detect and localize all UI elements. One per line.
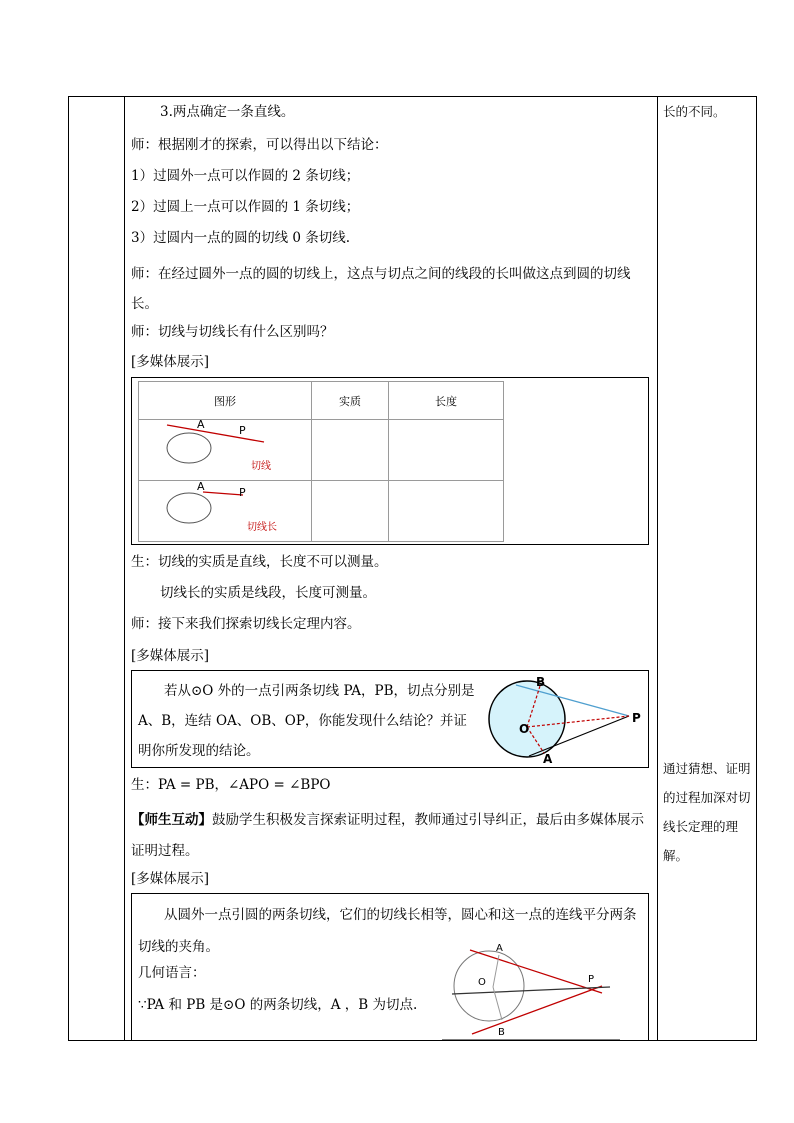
- figure-tangent-length: [139, 481, 312, 542]
- interaction-tag: 【师生互动】: [131, 812, 212, 828]
- figure-label-o: O: [519, 722, 530, 736]
- text-line-4: 2）过圆上一点可以作圆的 1 条切线；: [131, 199, 360, 215]
- text-line-3: 1）过圆外一点可以作圆的 2 条切线；: [131, 168, 360, 184]
- question-text: 若从⊙O 外的一点引两条切线 PA，PB，切点分别是 A、B，连结 OA、OB、OP，你能发现什么结论？并证明你所发现的结论。: [138, 683, 475, 759]
- multimedia-label-2: [多媒体展示]: [131, 648, 210, 664]
- cell-empty-1: [312, 420, 389, 481]
- tangent-diagram: [139, 420, 311, 481]
- figure-label-a: A: [543, 752, 553, 766]
- side-note-1: 长的不同。: [663, 104, 726, 119]
- text-line-8: 生：切线的实质是直线，长度不可以测量。: [131, 554, 388, 570]
- tangent-pb: [472, 986, 602, 1034]
- tangent-theorem-figure: [484, 671, 644, 767]
- tangent-pa: [470, 950, 602, 993]
- caption-tangent: 切线: [251, 461, 271, 472]
- figure-label-o: O: [478, 977, 486, 988]
- theorem-figure: [442, 941, 620, 1041]
- line-op: [452, 987, 610, 994]
- text-line-2: 师：根据刚才的探索，可以得出以下结论：: [131, 137, 388, 153]
- point-a-label: A: [197, 418, 205, 431]
- proof-given: ∵PA 和 PB 是⊙O 的两条切线，A ，B 为切点.: [138, 997, 418, 1013]
- tangent-segment: [203, 492, 243, 495]
- text-line-7: 师：切线与切线长有什么区别吗？: [131, 324, 334, 340]
- column-divider-1: [124, 97, 125, 1040]
- cell-empty-4: [389, 481, 504, 542]
- theorem-text: 从圆外一点引圆的两条切线，它们的切线长相等，圆心和这一点的连线平分两条切线的夹角。: [138, 907, 637, 955]
- multimedia-label-3: [多媒体展示]: [131, 871, 210, 887]
- text-line-6: 师：在经过圆外一点的圆的切线上，这点与切点之间的线段的长叫做这点到圆的切线长。: [131, 266, 631, 312]
- text-line-5: 3）过圆内一点的圆的切线 0 条切线.: [131, 230, 351, 246]
- text-line-1: 3.两点确定一条直线。: [160, 104, 295, 120]
- side-note-2: 通过猜想、证明的过程加深对切线长定理的理解。: [663, 761, 751, 863]
- figure-tangent: [139, 420, 312, 481]
- circle-shape: [167, 493, 211, 523]
- point-a-label: A: [197, 480, 205, 493]
- circle-shape: [167, 433, 211, 463]
- text-line-9: 切线长的实质是线段，长度可测量。: [160, 585, 376, 601]
- multimedia-label-1: [多媒体展示]: [131, 354, 210, 370]
- interaction-text: 鼓励学生积极发言探索证明过程，教师通过引导纠正，最后由多媒体展示证明过程。: [131, 812, 644, 859]
- figure-label-p: P: [632, 711, 641, 725]
- student-answer: 生：PA = PB，∠APO = ∠BPO: [131, 777, 331, 793]
- header-length: 长度: [389, 382, 504, 420]
- interaction-paragraph: [131, 805, 651, 867]
- figure-label-p: P: [588, 974, 595, 985]
- figure-label-a: A: [496, 943, 503, 954]
- header-figure: 图形: [139, 382, 312, 420]
- point-p-label: P: [239, 424, 246, 437]
- text-line-10: 师：接下来我们探索切线长定理内容。: [131, 616, 361, 632]
- caption-tangent-length: 切线长: [247, 522, 277, 533]
- point-p-label: P: [239, 486, 246, 499]
- comparison-table: [138, 381, 504, 542]
- geometric-language-label: 几何语言：: [138, 965, 206, 981]
- column-divider-2: [657, 97, 658, 1040]
- circle-o: [454, 951, 524, 1021]
- header-essence: 实质: [312, 382, 389, 420]
- tangent-length-diagram: [139, 481, 311, 542]
- cell-empty-2: [389, 420, 504, 481]
- figure-label-b: B: [498, 1027, 505, 1038]
- figure-label-b: B: [536, 675, 546, 689]
- cell-empty-3: [312, 481, 389, 542]
- radius-oa: [493, 955, 499, 987]
